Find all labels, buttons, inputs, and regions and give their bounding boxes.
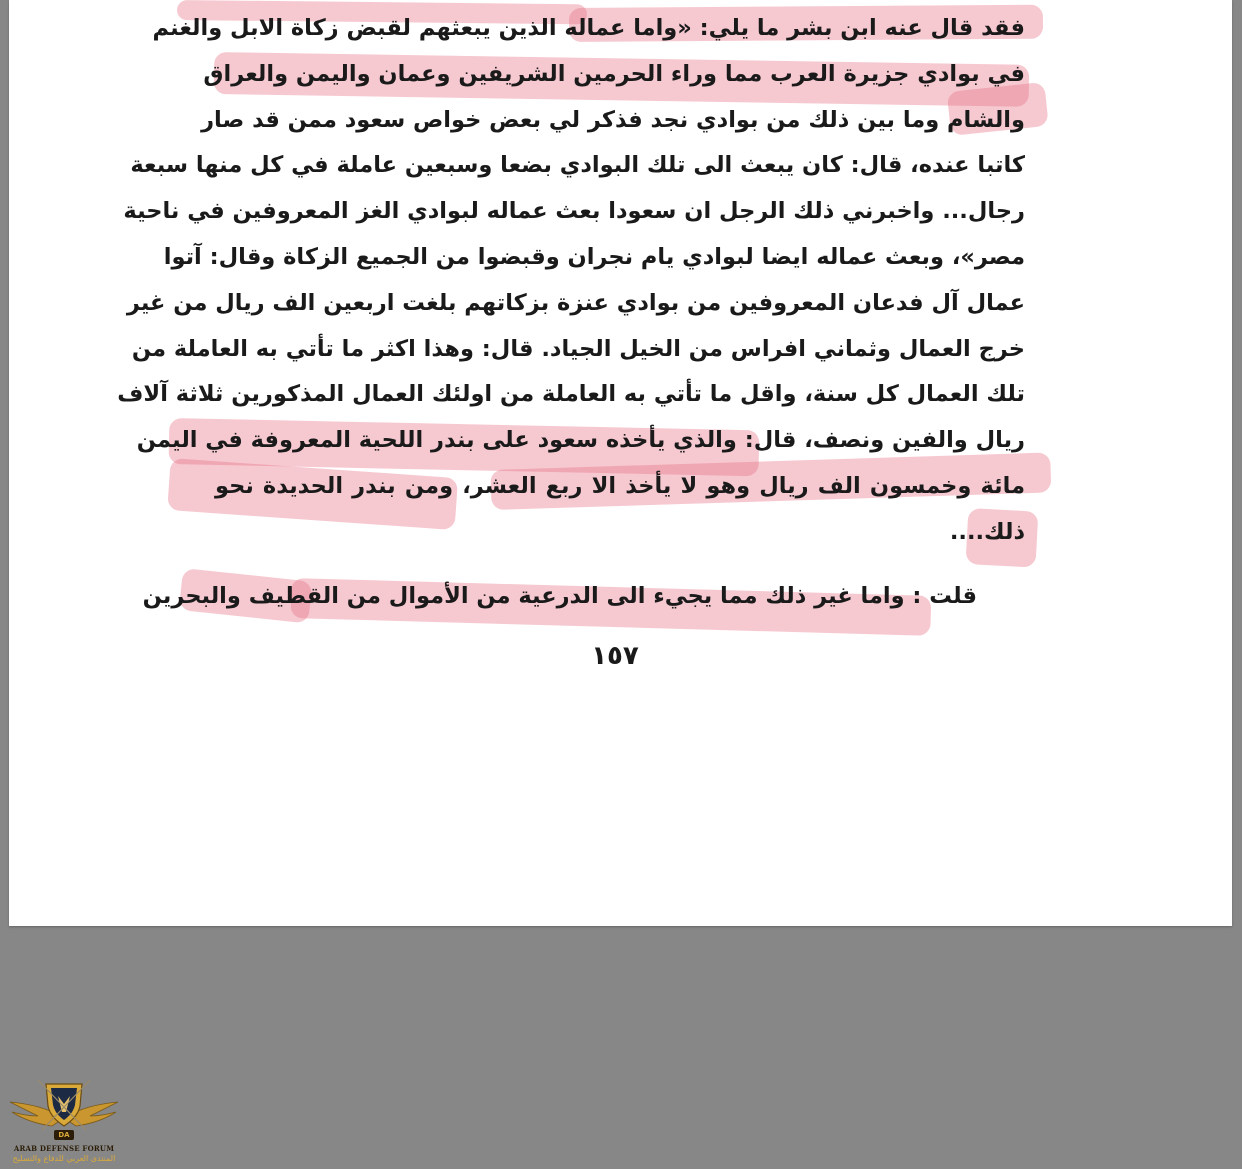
logo-name-en: ARAB DEFENSE FORUM <box>13 1144 115 1153</box>
logo-badge: DA <box>58 1131 70 1139</box>
text-line: تلك العمال كل سنة، واقل ما تأتي به العاملة من اولئك العمال المذكورين ثلاثة آلاف <box>117 381 1025 408</box>
text-line: فقد قال عنه ابن بشر ما يلي: «واما عماله الذين يبعثهم لقبض زكاة الابل والغنم <box>152 15 1025 41</box>
body-text <box>117 6 1025 556</box>
scanned-page <box>9 0 1232 926</box>
text-line: خرج العمال وثماني افراس من الخيل الجياد. قال: وهذا اكثر ما تأتي به العاملة من <box>131 335 1025 362</box>
text-line: مصر»، وبعث عماله ايضا لبوادي يام نجران وقبضوا من الجميع الزكاة وقال: آتوا <box>163 243 1025 270</box>
text-line: في بوادي جزيرة العرب مما وراء الحرمين الشريفين وعمان واليمن والعراق <box>203 60 1025 87</box>
text-line: والشام وما بين ذلك من بوادي نجد فذكر لي بعض خواص سعود ممن قد صار <box>201 106 1025 133</box>
text-line: رجال... واخبرني ذلك الرجل ان سعودا بعث عماله لبوادي الغز المعروفين في ناحية <box>123 198 1025 225</box>
logo-name-ar: المنتدى العربي للدفاع والتسليح <box>12 1154 116 1163</box>
text-line: ذلك.... <box>949 518 1025 545</box>
page-number: ١٥٧ <box>591 641 639 671</box>
text-line: عمال آل فدعان المعروفين من بوادي عنزة بزكاتهم بلغت اربعين الف ريال من غير <box>126 289 1025 316</box>
text-line: مائة وخمسون الف ريال وهو لا يأخذ الا ربع العشر، ومن بندر الحديدة نحو <box>215 472 1025 499</box>
text-line: ريال والفين ونصف، قال: والذي يأخذه سعود على بندر اللحية المعروفة في اليمن <box>136 427 1025 454</box>
forum-logo <box>8 1078 120 1166</box>
note-line: قلت : واما غير ذلك مما يجيء الى الدرعية من الأموال من القطيف والبحرين <box>142 583 977 609</box>
text-line: كاتبا عنده، قال: كان يبعث الى تلك البوادي بضعا وسبعين عاملة في كل منها سبعة <box>130 152 1025 179</box>
